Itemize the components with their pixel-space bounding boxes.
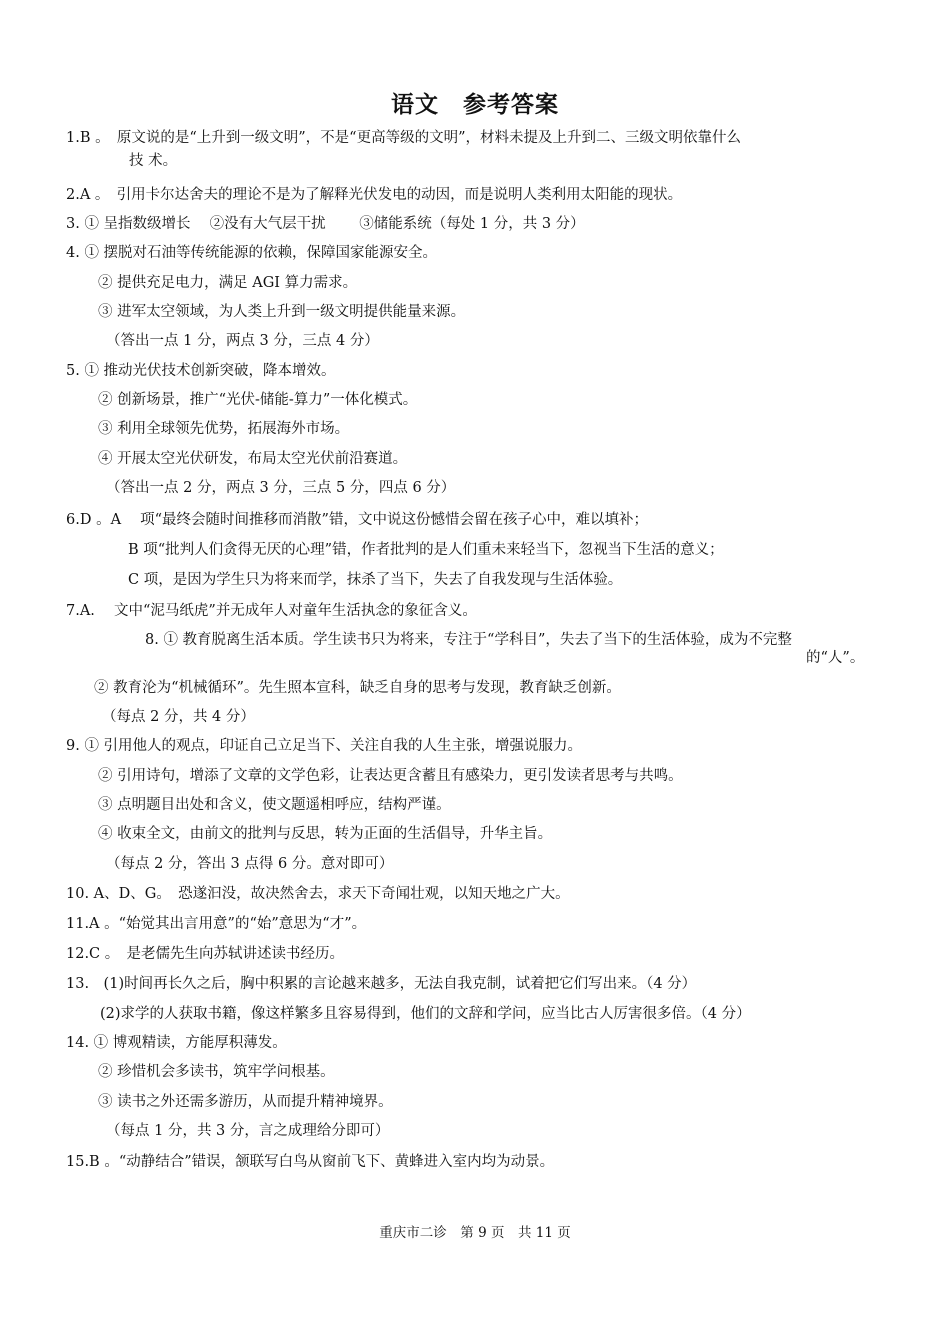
answer-line-13-1: 13. (1)时间再长久之后，胸中积累的言论越来越多，无法自我克制，试着把它们写出来。（4 分）	[66, 976, 697, 992]
answer-line-15: 15.B 。“动静结合”错误，颔联写白鸟从窗前飞下、黄蜂进入室内均为动景。	[66, 1154, 555, 1170]
answer-line-9-score: （每点 2 分，答出 3 点得 6 分。意对即可）	[106, 856, 394, 872]
answer-line-8: 8. ① 教育脱离生活本质。学生读书只为将来，专注于“学科目”，失去了当下的生活体验，成为不完整	[145, 632, 792, 648]
answer-line-6: 6.D 。A 项“最终会随时间推移而消散”错，文中说这份憾惜会留在孩子心中，难以填补；	[66, 512, 648, 528]
page-title: 语文 参考答案	[391, 92, 559, 118]
answer-line-3: 3. ① 呈指数级增长 ②没有大气层干扰 ③储能系统（每处 1 分，共 3 分）	[66, 216, 585, 232]
page-footer: 重庆市二诊 第 9 页 共 11 页	[379, 1225, 571, 1241]
answer-line-2: 2.A 。 引用卡尔达舍夫的理论不是为了解释光伏发电的动因，而是说明人类利用太阳能的现状。	[66, 187, 683, 203]
answer-line-9-3: ③ 点明题目出处和含义，使文题遥相呼应，结构严谨。	[98, 797, 451, 813]
answer-line-8-cont: 的“人”。	[806, 650, 865, 666]
answer-line-1: 1.B 。 原文说的是“上升到一级文明”，不是“更高等级的文明”，材料未提及上升到二、三级文明依靠什么	[66, 130, 741, 146]
answer-line-8-2: ② 教育沦为“机械循环”。先生照本宣科，缺乏自身的思考与发现，教育缺乏创新。	[94, 680, 621, 696]
answer-line-10: 10. A、D、G。 恐遂汩没，故决然舍去，求天下奇闻壮观，以知天地之广大。	[66, 886, 570, 902]
answer-line-9: 9. ① 引用他人的观点，印证自己立足当下、关注自我的人生主张，增强说服力。	[66, 738, 583, 754]
answer-line-4-2: ② 提供充足电力，满足 AGI 算力需求。	[98, 275, 358, 291]
answer-line-4-3: ③ 进军太空领域，为人类上升到一级文明提供能量来源。	[98, 304, 466, 320]
answer-line-11: 11.A 。“始觉其出言用意”的“始”意思为“才”。	[66, 916, 367, 932]
answer-line-5: 5. ① 推动光伏技术创新突破，降本增效。	[66, 363, 336, 379]
answer-line-5-3: ③ 利用全球领先优势，拓展海外市场。	[98, 421, 350, 437]
answer-line-14: 14. ① 博观精读，方能厚积薄发。	[66, 1035, 287, 1051]
answer-line-12: 12.C 。 是老儒先生向苏轼讲述读书经历。	[66, 946, 345, 962]
answer-line-4: 4. ① 摆脱对石油等传统能源的依赖，保障国家能源安全。	[66, 245, 438, 261]
answer-line-4-score: （答出一点 1 分，两点 3 分，三点 4 分）	[106, 333, 379, 349]
answer-line-14-score: （每点 1 分，共 3 分，言之成理给分即可）	[106, 1123, 390, 1139]
answer-line-7: 7.A. 文中“泥马纸虎”并无成年人对童年生活执念的象征含义。	[66, 603, 477, 619]
answer-line-6-b: B 项“批判人们贪得无厌的心理”错，作者批判的是人们重未来轻当下，忽视当下生活的意义；	[128, 542, 724, 558]
answer-line-6-c: C 项，是因为学生只为将来而学，抹杀了当下，失去了自我发现与生活体验。	[128, 572, 623, 588]
answer-line-5-score: （答出一点 2 分，两点 3 分，三点 5 分，四点 6 分）	[106, 480, 456, 496]
answer-line-5-4: ④ 开展太空光伏研发，布局太空光伏前沿赛道。	[98, 451, 408, 467]
answer-line-14-2: ② 珍惜机会多读书，筑牢学问根基。	[98, 1064, 335, 1080]
answer-line-9-2: ② 引用诗句，增添了文章的文学色彩，让表达更含蓄且有感染力，更引发读者思考与共鸣。	[98, 768, 683, 784]
answer-line-8-score: （每点 2 分，共 4 分）	[102, 709, 255, 725]
answer-line-9-4: ④ 收束全文，由前文的批判与反思，转为正面的生活倡导，升华主旨。	[98, 826, 553, 842]
answer-line-5-2: ② 创新场景，推广“光伏-储能-算力”一体化模式。	[98, 392, 418, 408]
answer-line-1-cont: 技 术。	[129, 153, 178, 169]
answer-line-13-2: (2)求学的人获取书籍，像这样繁多且容易得到，他们的文辞和学问，应当比古人厉害很多倍。（4 分）	[100, 1006, 751, 1022]
answer-line-14-3: ③ 读书之外还需多游历，从而提升精神境界。	[98, 1094, 393, 1110]
